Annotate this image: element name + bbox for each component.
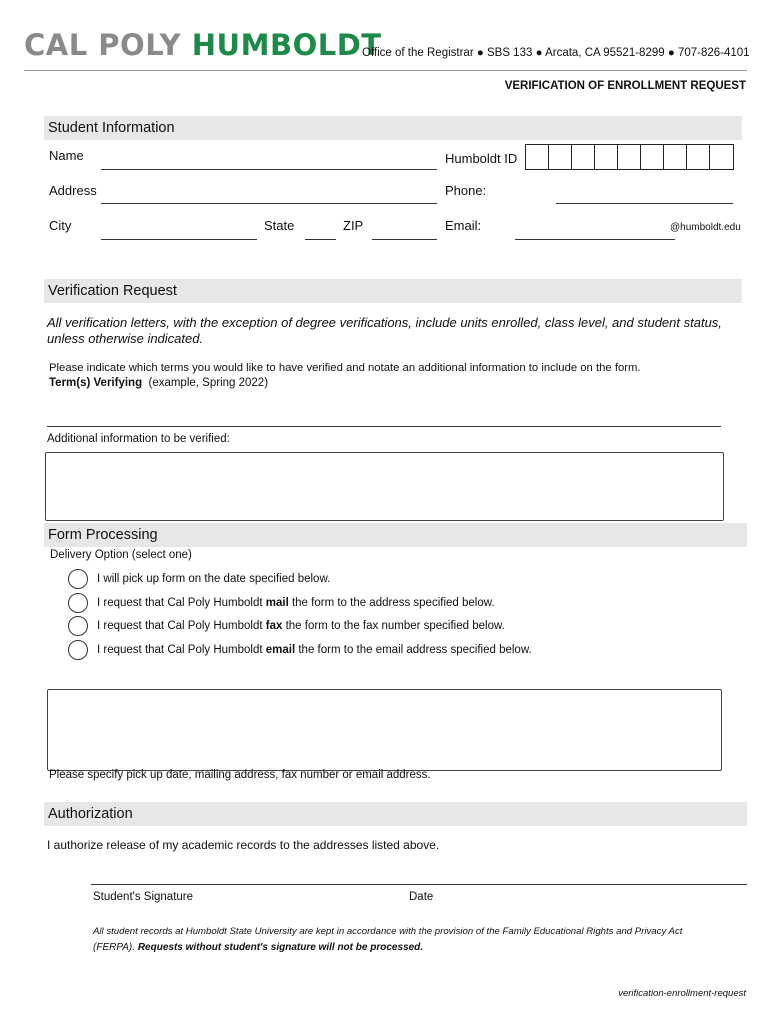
state-field[interactable] <box>305 239 336 240</box>
phone-label: Phone: <box>445 183 487 198</box>
header-divider <box>24 70 747 71</box>
email-field[interactable] <box>515 239 675 240</box>
section-header-authorization: Authorization <box>44 802 747 826</box>
terms-verifying-row <box>49 377 268 389</box>
terms-verifying-label: Term(s) Verifying <box>49 377 143 389</box>
city-field[interactable] <box>101 239 257 240</box>
terms-example: (example, Spring 2022) <box>148 377 269 389</box>
office-address: Office of the Registrar ● SBS 133 ● Arcata, CA 95521-8299 ● 707-826-4101 <box>362 47 750 59</box>
zip-label: ZIP <box>343 218 364 233</box>
form-identifier: verification-enrollment-request <box>618 988 746 999</box>
ferpa-notice-line2 <box>93 942 423 953</box>
ferpa-warning: Requests without student's signature will not be processed. <box>137 942 424 953</box>
radio-pickup[interactable] <box>68 569 88 589</box>
humboldt-id-field[interactable] <box>525 144 734 170</box>
state-label: State <box>264 218 295 233</box>
delivery-details-caption: Please specify pick up date, mailing address, fax number or email address. <box>49 769 431 781</box>
terms-verifying-field[interactable] <box>47 426 721 427</box>
delivery-option-mail[interactable] <box>68 592 495 614</box>
option-email-text-end: the form to the email address specified below. <box>295 644 532 656</box>
section-header-student-information: Student Information <box>44 116 742 140</box>
delivery-option-label: Delivery Option (select one) <box>50 549 192 561</box>
option-mail-text: I request that Cal Poly Humboldt <box>97 597 266 609</box>
zip-field[interactable] <box>372 239 437 240</box>
signature-label: Student's Signature <box>93 891 194 903</box>
additional-info-label: Additional information to be verified: <box>47 433 230 445</box>
option-pickup-text: I will pick up form on the date specified below. <box>97 573 331 585</box>
verification-note: All verification letters, with the exception of degree verifications, include units enrolled, class level, and student status, unless otherwise indicated. <box>47 315 722 346</box>
verification-instruction: Please indicate which terms you would like to have verified and notate an additional information to include on the form. <box>49 362 641 374</box>
section-header-form-processing: Form Processing <box>44 523 747 547</box>
delivery-option-fax[interactable] <box>68 615 505 637</box>
humboldt-id-label: Humboldt ID <box>445 151 518 166</box>
name-label: Name <box>49 148 84 163</box>
delivery-option-email[interactable] <box>68 639 532 661</box>
phone-field[interactable] <box>556 203 733 204</box>
address-field[interactable] <box>101 203 437 204</box>
additional-info-textarea[interactable] <box>45 452 724 521</box>
option-fax-text: I request that Cal Poly Humboldt <box>97 620 266 632</box>
section-header-verification-request: Verification Request <box>44 279 742 303</box>
email-label: Email: <box>445 218 482 233</box>
delivery-details-textarea[interactable] <box>47 689 722 771</box>
address-label: Address <box>49 183 97 198</box>
option-fax-text-end: the form to the fax number specified below. <box>282 620 505 632</box>
authorization-statement: I authorize release of my academic records to the addresses listed above. <box>47 838 440 852</box>
city-label: City <box>49 218 72 233</box>
option-fax-bold: fax <box>265 620 283 632</box>
option-email-bold: email <box>265 644 296 656</box>
name-field[interactable] <box>101 169 437 170</box>
option-email-text: I request that Cal Poly Humboldt <box>97 644 266 656</box>
form-title: VERIFICATION OF ENROLLMENT REQUEST <box>504 80 746 92</box>
delivery-option-pickup[interactable] <box>68 568 330 590</box>
date-label: Date <box>409 891 434 903</box>
logo-text-cal-poly: CAL POLY <box>24 28 182 62</box>
ferpa-prefix: (FERPA). <box>93 942 136 953</box>
university-logo <box>24 28 382 62</box>
logo-text-humboldt: HUMBOLDT <box>191 28 382 62</box>
signature-line[interactable] <box>91 884 747 885</box>
radio-mail[interactable] <box>68 593 88 613</box>
option-mail-bold: mail <box>265 597 289 609</box>
radio-email[interactable] <box>68 640 88 660</box>
ferpa-notice: All student records at Humboldt State University are kept in accordance with the provision of the Family Educational Rights and Privacy Act <box>93 926 683 937</box>
email-domain: @humboldt.edu <box>670 222 741 233</box>
option-mail-text-end: the form to the address specified below. <box>288 597 495 609</box>
radio-fax[interactable] <box>68 616 88 636</box>
